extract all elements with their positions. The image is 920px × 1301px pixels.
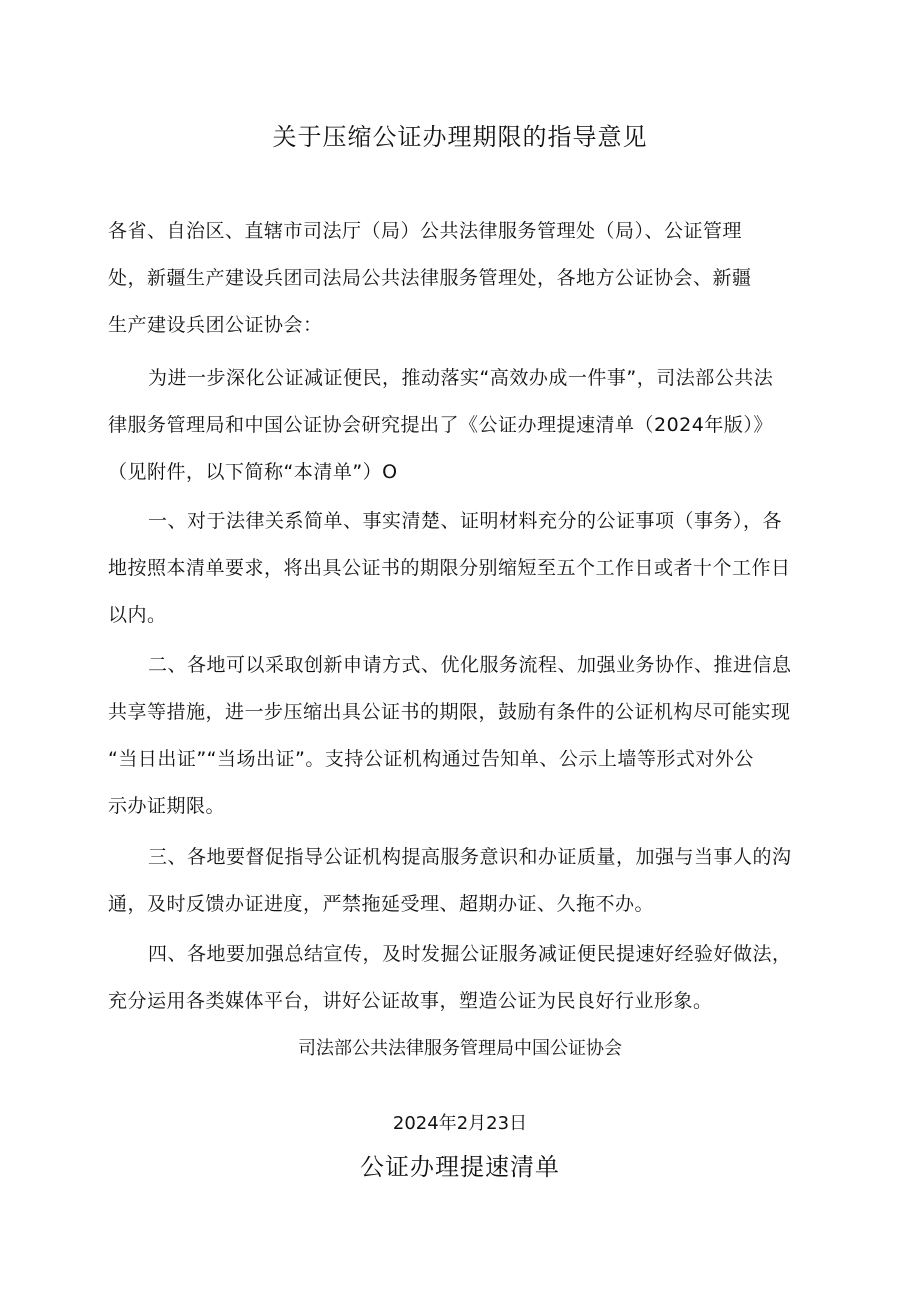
paragraph-line: 共享等措施，进一步压缩出具公证书的期限，鼓励有条件的公证机构尽可能实现 [108, 701, 791, 723]
paragraph-line: 一、对于法律关系简单、事实清楚、证明材料充分的公证事项（事务），各 [148, 510, 783, 532]
paragraph-line: 二、各地可以采取创新申请方式、优化服务流程、加强业务协作、推进信息 [148, 654, 792, 676]
salutation-line: 处，新疆生产建设兵团司法局公共法律服务管理处，各地方公证协会、新疆 [108, 267, 752, 289]
paragraph-line: 以内。 [108, 604, 167, 626]
salutation [108, 208, 820, 349]
document-date: 2024年2月23日 [392, 1113, 528, 1134]
paragraph-item-4 [108, 931, 820, 1025]
document-title: 关于压缩公证办理期限的指导意见 [272, 123, 648, 151]
paragraph-line: 地按照本清单要求，将出具公证书的期限分别缩短至五个工作日或者十个工作日 [108, 557, 791, 579]
salutation-line: 各省、自治区、直辖市司法厅（局）公共法律服务管理处（局）、公证管理 [108, 220, 743, 242]
paragraph-item-2 [108, 642, 820, 830]
paragraph-item-3 [108, 834, 820, 928]
paragraph-line: “当日出证”“当场出证”。支持公证机构通过告知单、公示上墙等形式对外公 [108, 748, 754, 770]
paragraph-intro [108, 355, 820, 496]
signature: 司法部公共法律服务管理局中国公证协会 [298, 1038, 622, 1059]
paragraph-line: 四、各地要加强总结宣传，及时发掘公证服务减证便民提速好经验好做法， [148, 943, 792, 965]
paragraph-line: 三、各地要督促指导公证机构提高服务意识和办证质量，加强与当事人的沟 [148, 846, 792, 868]
paragraph-line: （见附件，以下简称“本清单”）O [108, 461, 398, 483]
paragraph-line: 充分运用各类媒体平台，讲好公证故事，塑造公证为民良好行业形象。 [108, 990, 713, 1012]
paragraph-line: 律服务管理局和中国公证协会研究提出了《公证办理提速清单（2024年版）》 [108, 414, 773, 436]
salutation-line: 生产建设兵团公证协会： [108, 314, 323, 336]
paragraph-item-1 [108, 498, 820, 639]
attachment-title: 公证办理提速清单 [360, 1153, 560, 1181]
paragraph-line: 示办证期限。 [108, 795, 226, 817]
paragraph-line: 通，及时反馈办证进度，严禁拖延受理、超期办证、久拖不办。 [108, 893, 655, 915]
paragraph-line: 为进一步深化公证减证便民，推动落实“高效办成一件事”，司法部公共法 [148, 367, 774, 389]
